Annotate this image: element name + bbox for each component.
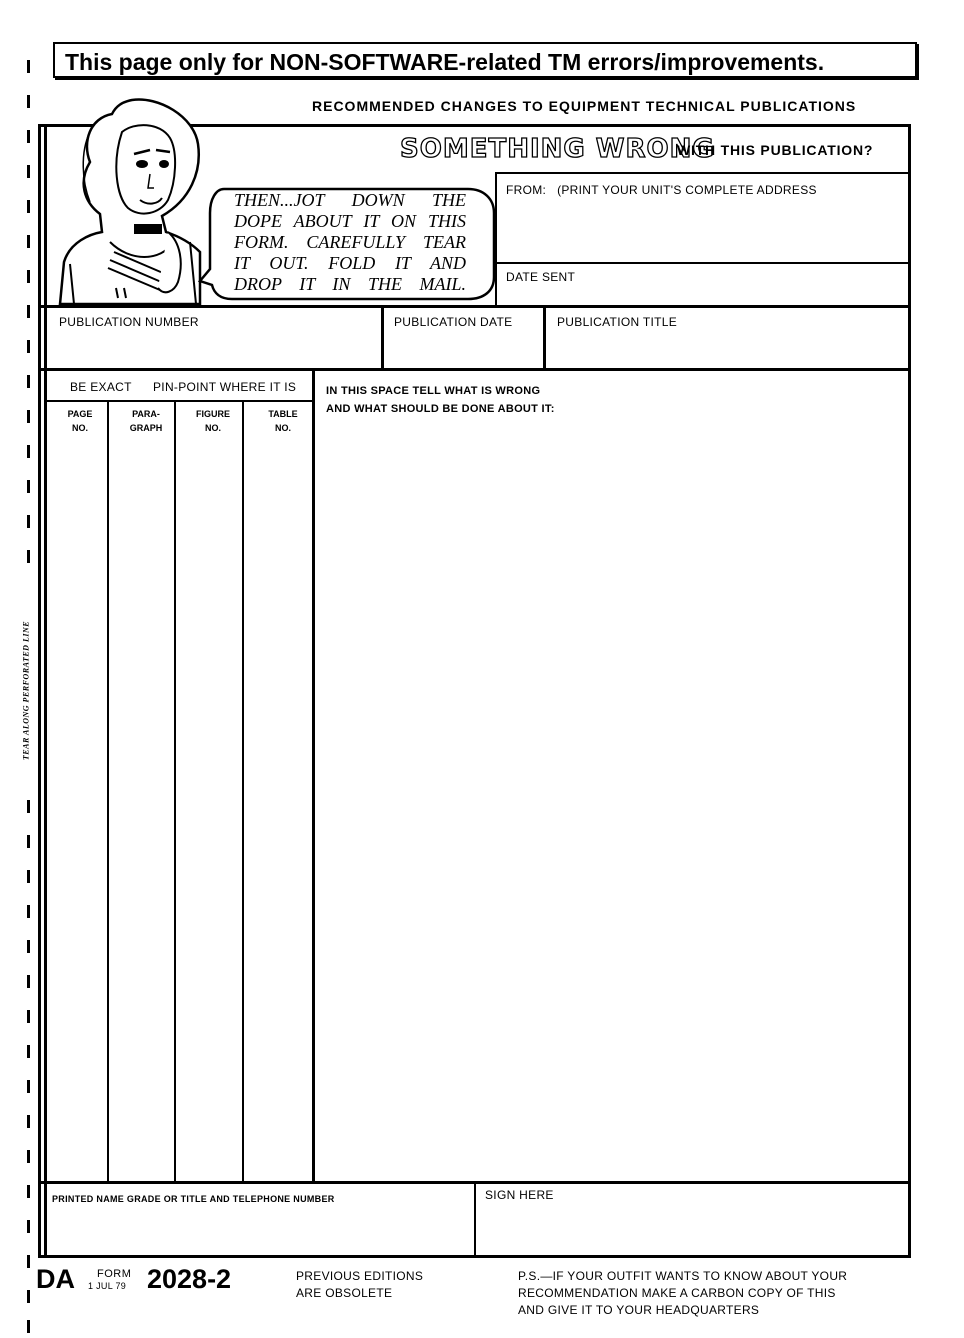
printed-name-label: PRINTED NAME GRADE OR TITLE AND TELEPHONE NUMBER: [52, 1194, 335, 1204]
col-figure-no-header: FIGURE NO.: [195, 409, 230, 433]
with-this-publication: WITH THIS PUBLICATION?: [677, 142, 874, 158]
printed-name-field[interactable]: [50, 1210, 468, 1250]
cartoon-woman-icon: [50, 92, 210, 306]
publication-title-label: PUBLICATION TITLE: [557, 315, 678, 329]
what-is-wrong-label: IN THIS SPACE TELL WHAT IS WRONG AND WHAT SHOULD BE DONE ABOUT IT:: [326, 385, 555, 415]
recommended-changes-title: RECOMMENDED CHANGES TO EQUIPMENT TECHNICAL PUBLICATIONS: [312, 98, 857, 114]
from-label: FROM: (PRINT YOUR UNIT'S COMPLETE ADDRESS: [506, 183, 817, 197]
form-number-label: 2028-2: [147, 1264, 232, 1294]
col-table-no-header: TABLE NO.: [268, 409, 298, 433]
publication-date-label: PUBLICATION DATE: [394, 315, 513, 329]
publication-date-field[interactable]: [388, 334, 538, 364]
publication-number-label: PUBLICATION NUMBER: [59, 315, 199, 329]
be-exact-label: BE EXACT: [70, 380, 132, 394]
form-date-label: 1 JUL 79: [88, 1281, 127, 1291]
publication-title-field[interactable]: [550, 334, 900, 364]
publication-number-field[interactable]: [50, 334, 375, 364]
table-no-column-field[interactable]: [246, 440, 308, 1175]
paragraph-column-field[interactable]: [112, 440, 172, 1175]
col-paragraph-header: PARA- GRAPH: [129, 409, 163, 433]
figure-no-column-field[interactable]: [179, 440, 239, 1175]
col-page-no-header: PAGE NO.: [67, 409, 93, 433]
page-no-column-field[interactable]: [48, 440, 104, 1175]
sign-here-label: SIGN HERE: [485, 1188, 554, 1202]
form-da-label: DA: [36, 1264, 75, 1294]
what-is-wrong-field[interactable]: [320, 425, 900, 1175]
software-notice-banner: This page only for NON-SOFTWARE-related TM errors/improvements.: [53, 42, 917, 78]
tear-along-label: TEAR ALONG PERFORATED LINE: [21, 620, 31, 761]
ps-carbon-copy-note: P.S.—IF YOUR OUTFIT WANTS TO KNOW ABOUT YOUR RECOMMENDATION MAKE A CARBON COPY OF THIS AND GIVE IT TO YOUR HEADQUARTERS: [518, 1269, 848, 1317]
form-word-label: FORM: [97, 1268, 132, 1280]
speech-bubble-text: THEN...JOT DOWN THE DOPE ABOUT IT ON THIS FORM. CAREFULLY TEAR IT OUT. FOLD IT AND DROP IT IN THE MAIL.: [234, 190, 466, 294]
pin-point-label: PIN-POINT WHERE IT IS: [153, 380, 297, 394]
something-wrong-heading: SOMETHING WRONG: [400, 134, 715, 164]
date-sent-label: DATE SENT: [506, 270, 576, 284]
previous-editions-notice: PREVIOUS EDITIONS ARE OBSOLETE: [296, 1269, 424, 1300]
signature-field[interactable]: [482, 1208, 902, 1250]
date-sent-field[interactable]: [600, 268, 900, 298]
from-address-field[interactable]: [500, 202, 900, 257]
